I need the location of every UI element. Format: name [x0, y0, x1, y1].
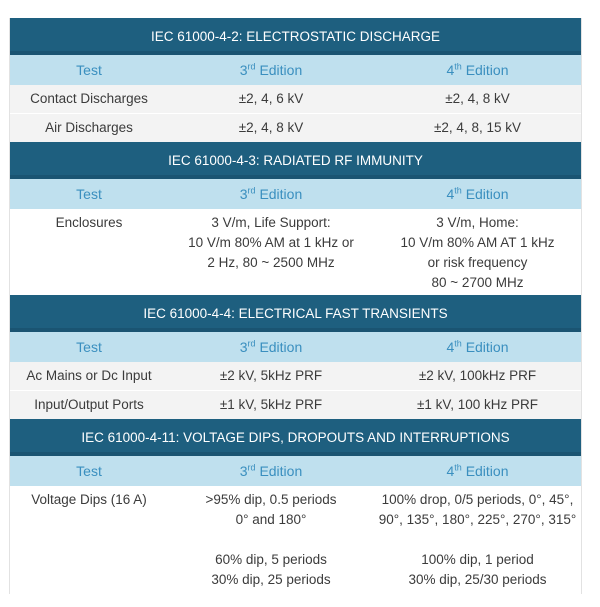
- header-3rd-edition: 3rd Edition: [239, 61, 303, 78]
- cell-4th-edition: ±2 kV, 100kHz PRF: [418, 368, 537, 383]
- table-row: [10, 114, 581, 142]
- header-row: [10, 456, 581, 486]
- section-radiated-rf: [10, 142, 581, 295]
- cell-test: Ac Mains or Dc Input: [26, 368, 152, 383]
- cell-4th-edition: ±2, 4, 8, 15 kV: [434, 120, 521, 135]
- cell-3rd-edition: ±1 kV, 5kHz PRF: [219, 397, 323, 412]
- section-title: IEC 61000-4-11: VOLTAGE DIPS, DROPOUTS AND INTERRUPTIONS: [10, 419, 581, 456]
- header-4th-edition: 4th Edition: [446, 185, 509, 202]
- comparison-table: [9, 18, 582, 594]
- cell-3rd-edition: ±2, 4, 8 kV: [238, 120, 304, 135]
- cell-4th-edition: ±1 kV, 100 kHz PRF: [417, 397, 538, 412]
- table-row: [10, 362, 581, 391]
- header-test: Test: [76, 463, 102, 479]
- section-voltage-dips: [10, 419, 581, 594]
- section-fast-transients: [10, 295, 581, 419]
- cell-test: Contact Discharges: [30, 91, 148, 106]
- section-esd: [10, 18, 581, 142]
- table-row: [10, 209, 581, 295]
- cell-test: Enclosures: [55, 215, 123, 230]
- header-row: [10, 179, 581, 209]
- header-row: [10, 55, 581, 85]
- header-test: Test: [76, 339, 102, 355]
- cell-3rd-edition: 3 V/m, Life Support: 10 V/m 80% AM at 1 kHz or 2 Hz, 80 ~ 2500 MHz: [188, 215, 354, 270]
- cell-3rd-edition: ±2, 4, 6 kV: [238, 91, 304, 106]
- header-3rd-edition: 3rd Edition: [239, 185, 303, 202]
- table-row: [10, 85, 581, 114]
- header-4th-edition: 4th Edition: [446, 61, 509, 78]
- header-4th-edition: 4th Edition: [446, 338, 509, 355]
- header-4th-edition: 4th Edition: [446, 462, 509, 479]
- header-row: [10, 332, 581, 362]
- header-3rd-edition: 3rd Edition: [239, 462, 303, 479]
- cell-test: Voltage Dips (16 A): [31, 492, 147, 507]
- cell-4th-edition: 100% drop, 0/5 periods, 0°, 45°, 90°, 135°, 180°, 225°, 270°, 315° 100% dip, 1 period 30% dip, 25/30 periods: [378, 492, 577, 587]
- cell-3rd-edition: >95% dip, 0.5 periods 0° and 180° 60% dip, 5 periods 30% dip, 25 periods: [205, 492, 337, 587]
- cell-test: Air Discharges: [45, 120, 133, 135]
- header-3rd-edition: 3rd Edition: [239, 338, 303, 355]
- section-title: IEC 61000-4-2: ELECTROSTATIC DISCHARGE: [10, 18, 581, 55]
- header-test: Test: [76, 186, 102, 202]
- section-title: IEC 61000-4-3: RADIATED RF IMMUNITY: [10, 142, 581, 179]
- section-title: IEC 61000-4-4: ELECTRICAL FAST TRANSIENTS: [10, 295, 581, 332]
- table-row: [10, 391, 581, 419]
- header-test: Test: [76, 62, 102, 78]
- cell-3rd-edition: ±2 kV, 5kHz PRF: [219, 368, 323, 383]
- cell-test: Input/Output Ports: [34, 397, 144, 412]
- table-row: [10, 486, 581, 594]
- cell-4th-edition: 3 V/m, Home: 10 V/m 80% AM AT 1 kHz or risk frequency 80 ~ 2700 MHz: [400, 215, 555, 290]
- cell-4th-edition: ±2, 4, 8 kV: [445, 91, 510, 106]
